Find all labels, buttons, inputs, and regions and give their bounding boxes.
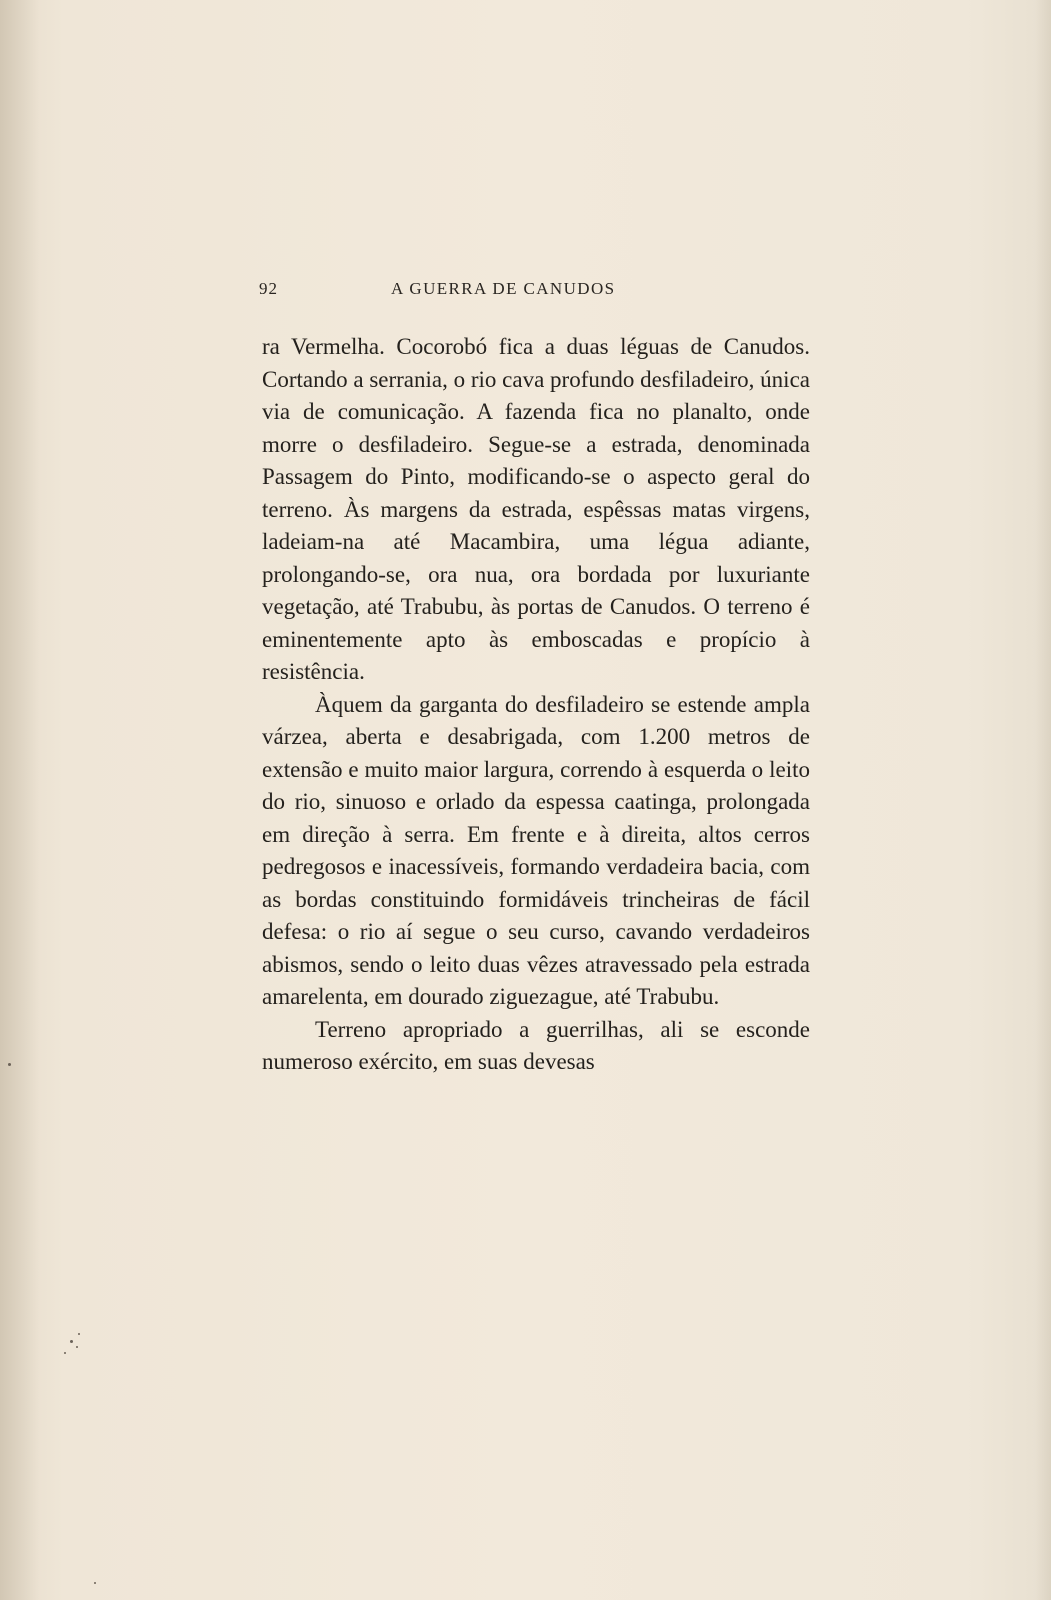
paper-speck (78, 1333, 80, 1335)
paper-speck (76, 1346, 78, 1348)
body-text (262, 331, 810, 1079)
paper-speck (64, 1352, 66, 1354)
paragraph-3: Terreno apropriado a guerrilhas, ali se esconde numeroso exército, em suas devesas (262, 1016, 810, 1074)
page-number: 92 (259, 279, 278, 298)
paper-speck (70, 1340, 73, 1343)
paragraph-2: Àquem da garganta do desfiladeiro se estende ampla várzea, aberta e desabrigada, com 1.200 metros de extensão e muito maior largura, correndo à esquerda o leito do rio, sinuoso e orlado da espessa caatinga, prolongada em direção à serra. Em frente e à direita, altos cerros pedregosos e inacessíveis, formando verdadeira bacia, com as bordas constituindo formidáveis trincheiras de fácil defesa: o rio aí segue o seu curso, cavando verdadeiros abismos, sendo o leito duas vêzes atravessado pela estrada amarelenta, em dourado ziguezague, até Trabubu. (262, 691, 810, 1009)
running-head (259, 279, 809, 303)
paragraph-1: ra Vermelha. Cocorobó fica a duas léguas de Canudos. Cortando a serrania, o rio cava profundo desfiladeiro, única via de comunicação. A fazenda fica no planalto, onde morre o desfiladeiro. Segue-se a estrada, denominada Passagem do Pinto, modificando-se o aspecto geral do terreno. Às margens da estrada, espêssas matas virgens, ladeiam-na até Macambira, uma légua adiante, prolongando-se, ora nua, ora bordada por luxuriante vegetação, até Trabubu, às portas de Canudos. O terreno é eminentemente apto às emboscadas e propício à resistência. (262, 334, 810, 684)
spine-shadow (0, 0, 40, 1600)
paper-speck (94, 1582, 96, 1584)
paper-speck (8, 1063, 11, 1066)
page-edge (1035, 0, 1051, 1600)
running-title: A GUERRA DE CANUDOS (391, 279, 616, 298)
